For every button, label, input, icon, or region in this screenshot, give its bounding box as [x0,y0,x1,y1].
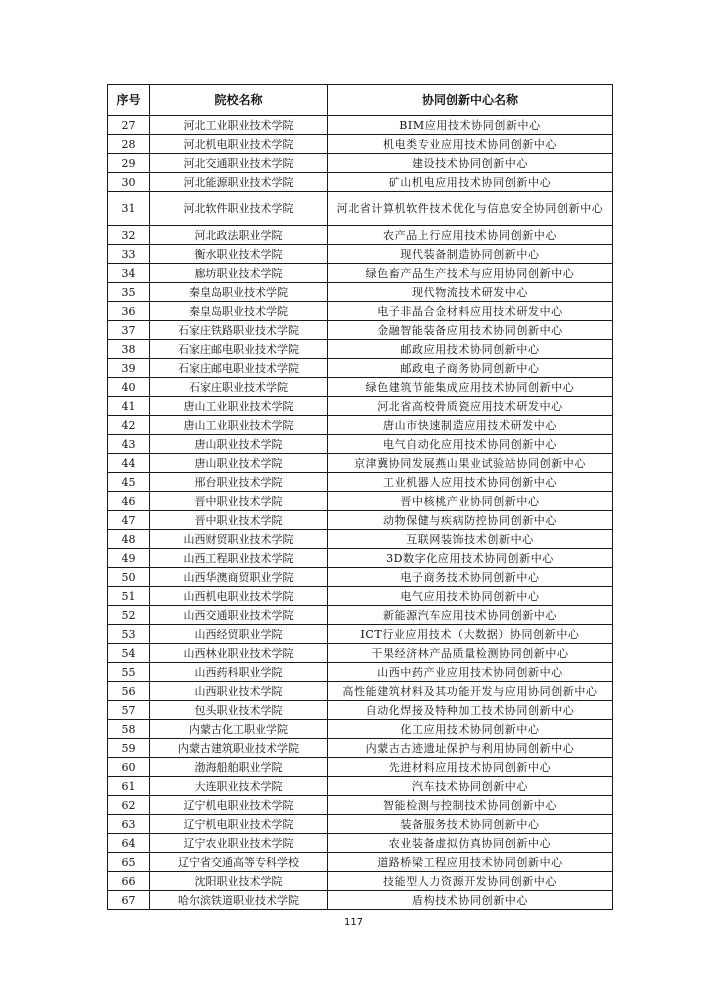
row-center-name: ICT行业应用技术（大数据）协同创新中心 [328,625,613,644]
row-index: 44 [108,454,150,473]
row-index: 54 [108,644,150,663]
row-center-name: 内蒙古古迹遗址保护与利用协同创新中心 [328,739,613,758]
row-index: 59 [108,739,150,758]
row-school-name: 内蒙古化工职业学院 [150,720,328,739]
row-center-name: 化工应用技术协同创新中心 [328,720,613,739]
row-school-name: 辽宁农业职业技术学院 [150,834,328,853]
row-index: 49 [108,549,150,568]
table-row [108,359,613,378]
table-row [108,625,613,644]
row-index: 60 [108,758,150,777]
row-school-name: 河北交通职业技术学院 [150,154,328,173]
table-row [108,302,613,321]
table-row [108,777,613,796]
row-school-name: 秦皇岛职业技术学院 [150,283,328,302]
row-school-name: 辽宁省交通高等专科学校 [150,853,328,872]
row-school-name: 唐山工业职业技术学院 [150,397,328,416]
innovation-center-table [107,84,613,910]
row-index: 40 [108,378,150,397]
table-row [108,416,613,435]
table-row [108,492,613,511]
row-center-name: 晋中核桃产业协同创新中心 [328,492,613,511]
row-school-name: 石家庄邮电职业技术学院 [150,359,328,378]
table-row [108,834,613,853]
row-index: 36 [108,302,150,321]
row-index: 38 [108,340,150,359]
row-index: 45 [108,473,150,492]
row-index: 35 [108,283,150,302]
row-school-name: 河北政法职业学院 [150,226,328,245]
row-index: 34 [108,264,150,283]
row-school-name: 河北工业职业技术学院 [150,116,328,135]
row-center-name: 机电类专业应用技术协同创新中心 [328,135,613,154]
row-center-name: 电子商务技术协同创新中心 [328,568,613,587]
table-row [108,644,613,663]
row-index: 48 [108,530,150,549]
table-row [108,568,613,587]
row-school-name: 河北能源职业技术学院 [150,173,328,192]
row-index: 29 [108,154,150,173]
row-index: 63 [108,815,150,834]
row-index: 47 [108,511,150,530]
table-row [108,116,613,135]
table-row [108,758,613,777]
row-index: 32 [108,226,150,245]
table-body [108,116,613,910]
row-center-name: 建设技术协同创新中心 [328,154,613,173]
row-index: 42 [108,416,150,435]
table-row [108,245,613,264]
row-index: 52 [108,606,150,625]
table-row [108,135,613,154]
row-center-name: 现代物流技术研发中心 [328,283,613,302]
table-row [108,530,613,549]
row-center-name: 3D数字化应用技术协同创新中心 [328,549,613,568]
row-center-name: 工业机器人应用技术协同创新中心 [328,473,613,492]
row-school-name: 河北软件职业技术学院 [150,192,328,226]
row-center-name: 盾构技术协同创新中心 [328,891,613,910]
row-center-name: 农业装备虚拟仿真协同创新中心 [328,834,613,853]
row-school-name: 沈阳职业技术学院 [150,872,328,891]
row-index: 61 [108,777,150,796]
row-center-name: 高性能建筑材料及其功能开发与应用协同创新中心 [328,682,613,701]
row-center-name: 先进材料应用技术协同创新中心 [328,758,613,777]
row-center-name: 干果经济林产品质量检测协同创新中心 [328,644,613,663]
row-index: 28 [108,135,150,154]
table-row [108,340,613,359]
row-school-name: 唐山工业职业技术学院 [150,416,328,435]
table-row [108,549,613,568]
table-row [108,720,613,739]
row-school-name: 邢台职业技术学院 [150,473,328,492]
row-center-name: 唐山市快速制造应用技术研发中心 [328,416,613,435]
row-index: 30 [108,173,150,192]
row-school-name: 辽宁机电职业技术学院 [150,796,328,815]
row-index: 53 [108,625,150,644]
row-index: 56 [108,682,150,701]
row-school-name: 山西林业职业技术学院 [150,644,328,663]
row-school-name: 渤海船舶职业学院 [150,758,328,777]
row-index: 43 [108,435,150,454]
table-row [108,701,613,720]
row-center-name: 现代装备制造协同创新中心 [328,245,613,264]
row-center-name: 河北省计算机软件技术优化与信息安全协同创新中心 [328,192,613,226]
row-school-name: 廊坊职业技术学院 [150,264,328,283]
table-row [108,321,613,340]
table-row [108,192,613,226]
row-center-name: 自动化焊接及特种加工技术协同创新中心 [328,701,613,720]
row-index: 37 [108,321,150,340]
row-index: 58 [108,720,150,739]
row-school-name: 山西职业技术学院 [150,682,328,701]
row-index: 33 [108,245,150,264]
table-row [108,454,613,473]
table-row [108,739,613,758]
table-row [108,378,613,397]
row-center-name: 邮政应用技术协同创新中心 [328,340,613,359]
row-index: 39 [108,359,150,378]
table-row [108,511,613,530]
row-center-name: 河北省高校骨质瓷应用技术研发中心 [328,397,613,416]
row-index: 57 [108,701,150,720]
row-center-name: 山西中药产业应用技术协同创新中心 [328,663,613,682]
row-center-name: 绿色建筑节能集成应用技术协同创新中心 [328,378,613,397]
table-row [108,853,613,872]
row-school-name: 山西华澳商贸职业学院 [150,568,328,587]
table-row [108,815,613,834]
row-index: 65 [108,853,150,872]
row-index: 67 [108,891,150,910]
row-center-name: 京津冀协同发展燕山果业试验站协同创新中心 [328,454,613,473]
row-school-name: 内蒙古建筑职业技术学院 [150,739,328,758]
row-center-name: 汽车技术协同创新中心 [328,777,613,796]
row-center-name: 电气应用技术协同创新中心 [328,587,613,606]
row-school-name: 秦皇岛职业技术学院 [150,302,328,321]
table-row [108,891,613,910]
row-center-name: 动物保健与疾病防控协同创新中心 [328,511,613,530]
table-row [108,682,613,701]
row-index: 51 [108,587,150,606]
row-school-name: 石家庄职业技术学院 [150,378,328,397]
row-center-name: 电子非晶合金材料应用技术研发中心 [328,302,613,321]
table-row [108,173,613,192]
table-row [108,435,613,454]
row-school-name: 哈尔滨铁道职业技术学院 [150,891,328,910]
row-index: 46 [108,492,150,511]
row-center-name: 绿色畜产品生产技术与应用协同创新中心 [328,264,613,283]
row-index: 31 [108,192,150,226]
header-center: 协同创新中心名称 [328,85,613,116]
row-school-name: 晋中职业技术学院 [150,511,328,530]
row-center-name: 农产品上行应用技术协同创新中心 [328,226,613,245]
table-row [108,154,613,173]
row-school-name: 山西交通职业技术学院 [150,606,328,625]
row-center-name: 金融智能装备应用技术协同创新中心 [328,321,613,340]
table-row [108,283,613,302]
row-center-name: 互联网装饰技术创新中心 [328,530,613,549]
row-index: 41 [108,397,150,416]
row-index: 62 [108,796,150,815]
row-school-name: 大连职业技术学院 [150,777,328,796]
row-center-name: 技能型人力资源开发协同创新中心 [328,872,613,891]
row-index: 64 [108,834,150,853]
table-row [108,872,613,891]
header-school: 院校名称 [150,85,328,116]
row-center-name: 新能源汽车应用技术协同创新中心 [328,606,613,625]
row-school-name: 河北机电职业技术学院 [150,135,328,154]
row-school-name: 衡水职业技术学院 [150,245,328,264]
row-index: 27 [108,116,150,135]
table-row [108,606,613,625]
row-index: 50 [108,568,150,587]
table-row [108,226,613,245]
row-school-name: 石家庄邮电职业技术学院 [150,340,328,359]
table-row [108,587,613,606]
row-center-name: BIM应用技术协同创新中心 [328,116,613,135]
row-center-name: 邮政电子商务协同创新中心 [328,359,613,378]
row-center-name: 智能检测与控制技术协同创新中心 [328,796,613,815]
row-center-name: 电气自动化应用技术协同创新中心 [328,435,613,454]
row-school-name: 包头职业技术学院 [150,701,328,720]
row-center-name: 装备服务技术协同创新中心 [328,815,613,834]
row-center-name: 道路桥梁工程应用技术协同创新中心 [328,853,613,872]
row-school-name: 辽宁机电职业技术学院 [150,815,328,834]
row-index: 55 [108,663,150,682]
row-center-name: 矿山机电应用技术协同创新中心 [328,173,613,192]
table-row [108,473,613,492]
table-row [108,663,613,682]
table-row [108,264,613,283]
row-school-name: 晋中职业技术学院 [150,492,328,511]
table-header-row [108,85,613,116]
header-index: 序号 [108,85,150,116]
row-school-name: 唐山职业技术学院 [150,435,328,454]
page-number: 117 [343,917,364,928]
table-row [108,397,613,416]
table-row [108,796,613,815]
row-school-name: 山西机电职业技术学院 [150,587,328,606]
row-school-name: 唐山职业技术学院 [150,454,328,473]
row-school-name: 山西经贸职业学院 [150,625,328,644]
row-school-name: 山西工程职业技术学院 [150,549,328,568]
row-school-name: 山西药科职业学院 [150,663,328,682]
row-index: 66 [108,872,150,891]
row-school-name: 山西财贸职业技术学院 [150,530,328,549]
row-school-name: 石家庄铁路职业技术学院 [150,321,328,340]
